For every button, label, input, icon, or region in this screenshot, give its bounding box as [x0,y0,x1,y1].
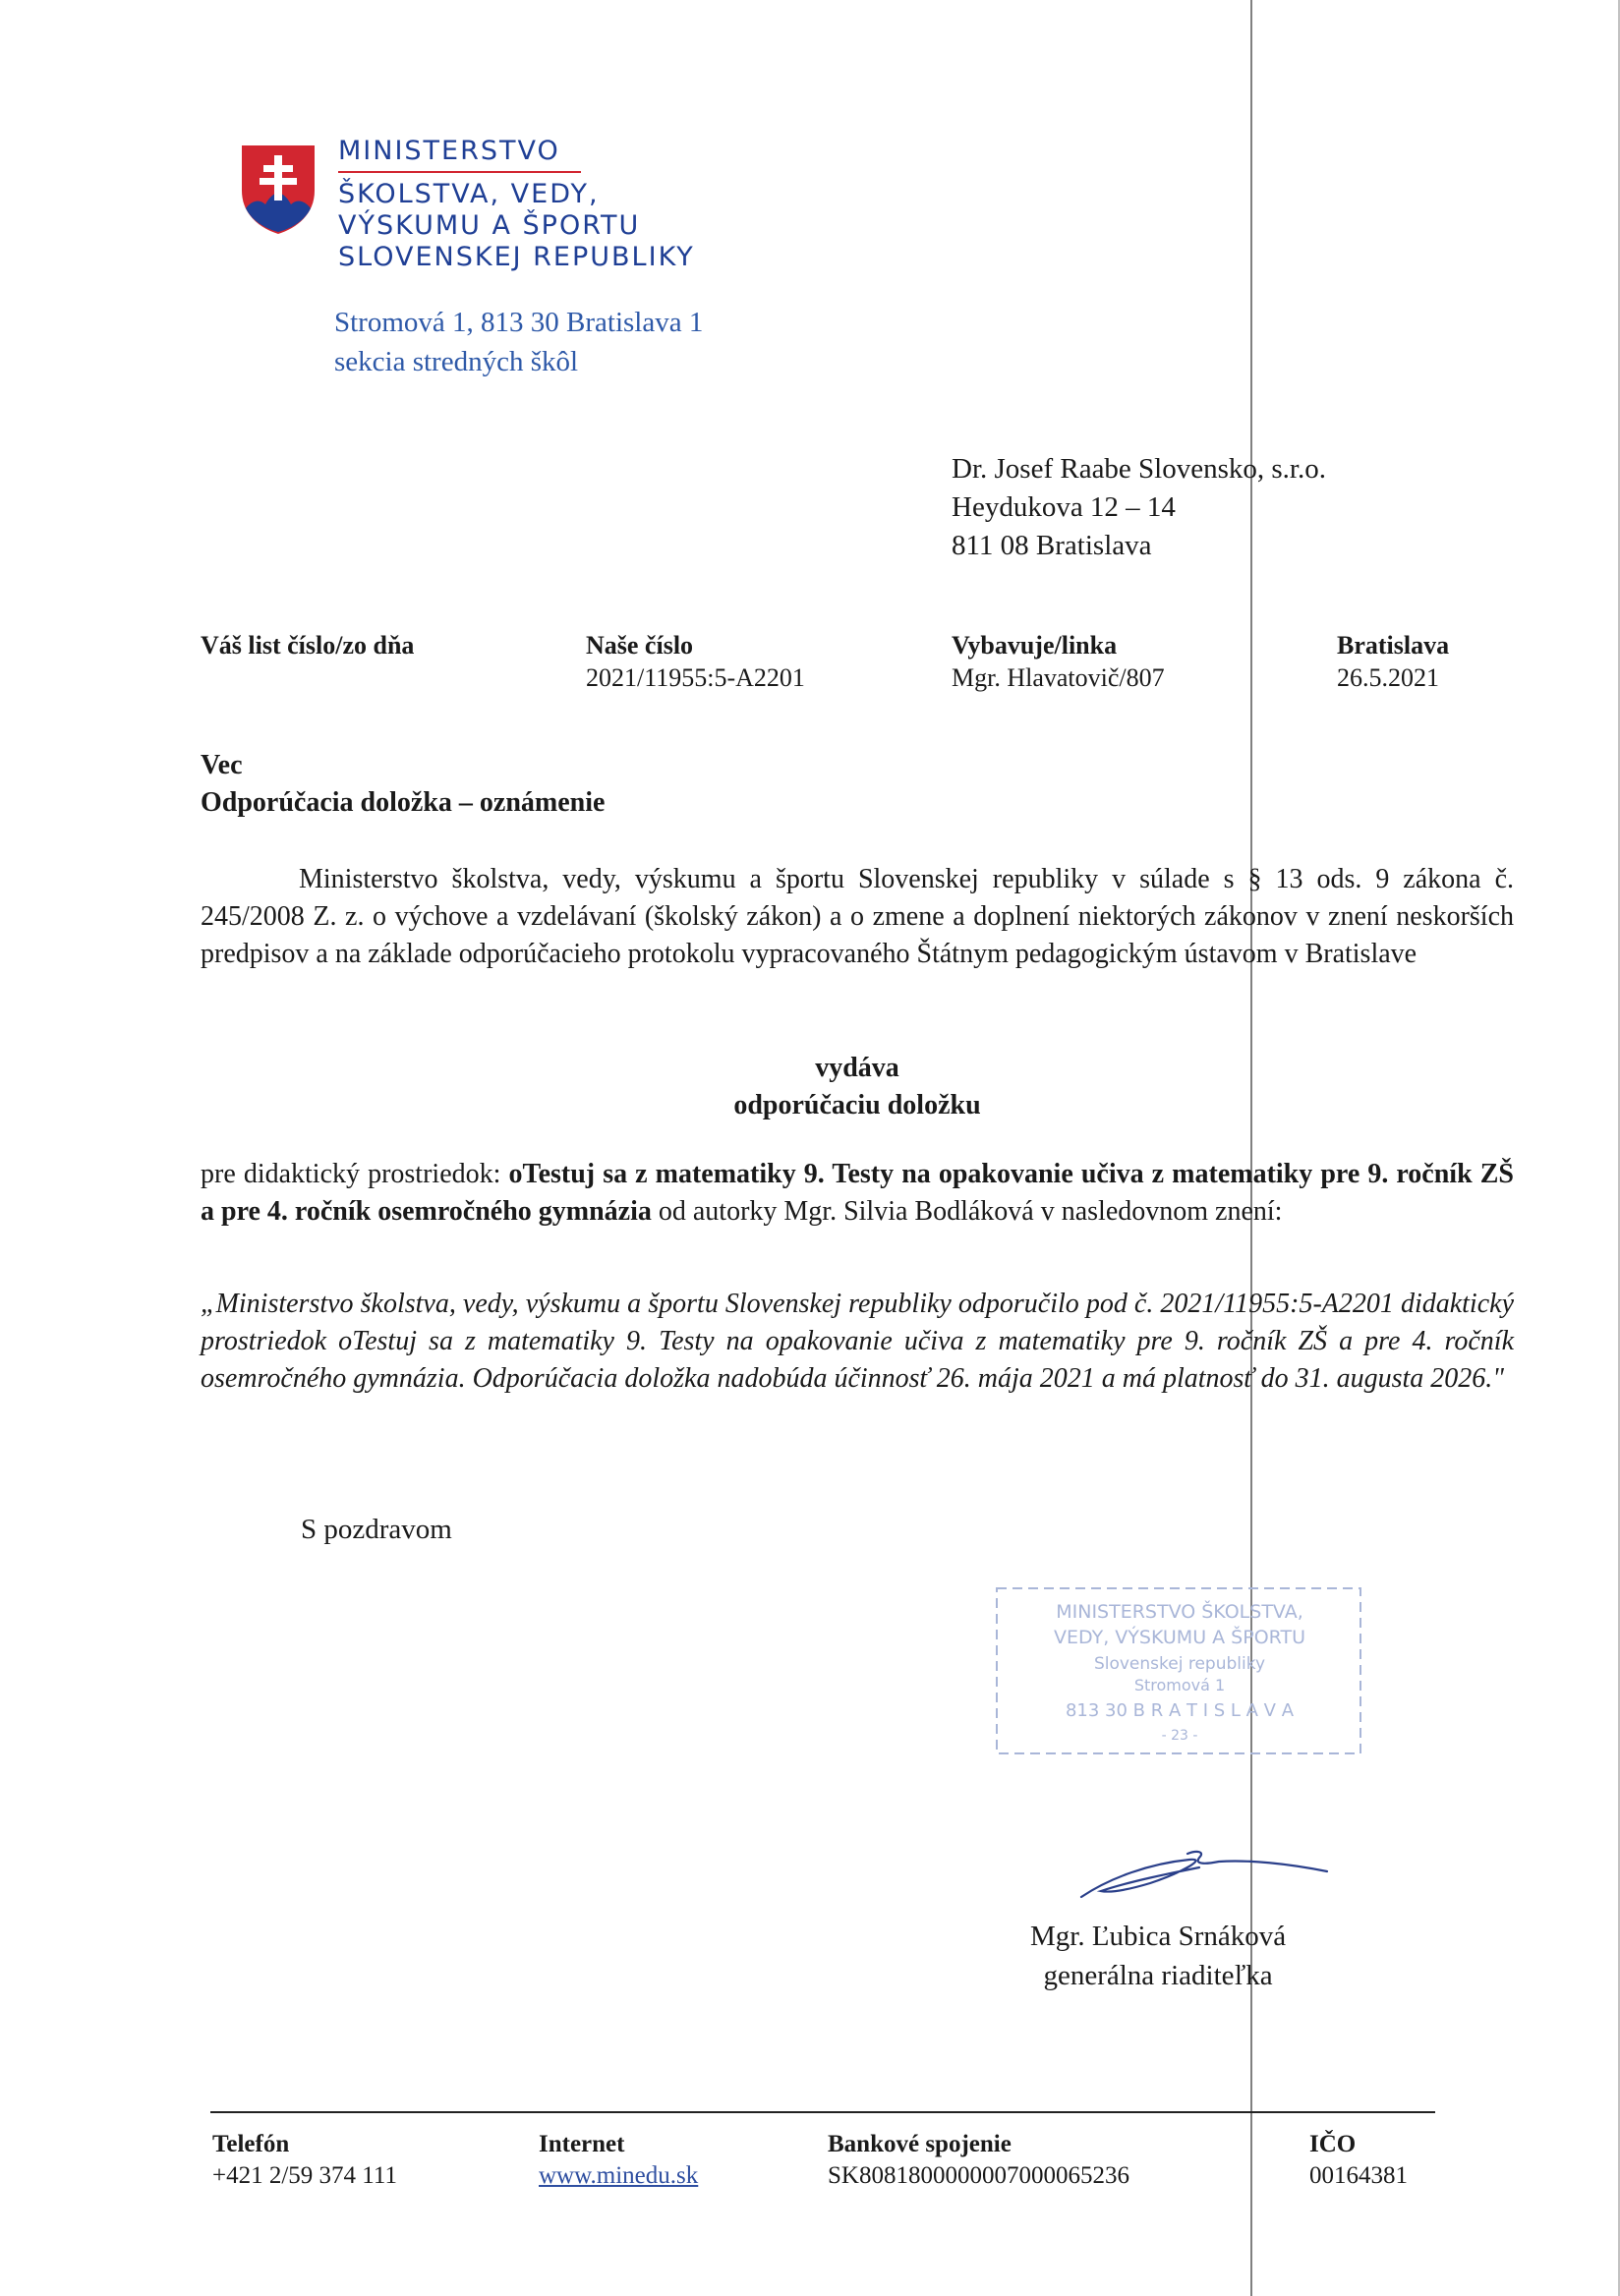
quote-paragraph: „Ministerstvo školstva, vedy, výskumu a športu Slovenskej republiky odporučilo pod č. 2021/11955:5-A2201 didaktický prostriedok oTestuj sa z matematiky 9. Testy na opakovanie učiva z matematiky pre 9. ročník ZŠ a pre 4. ročník osemročného gymnázia. Odporúčacia doložka nadobúda účinnosť 26. mája 2021 a má platnosť do 31. augusta 2026." [201,1289,1514,1394]
ref-label: Váš list číslo/zo dňa [201,631,415,660]
ref-label: Naše číslo [586,631,694,660]
footer-label: IČO [1309,2131,1357,2157]
handwritten-signature [1071,1838,1337,1917]
official-stamp [993,1582,1366,1759]
footer-value: +421 2/59 374 111 [212,2162,397,2189]
recipient-block [952,450,1326,565]
intro-paragraph: Ministerstvo školstva, vedy, výskumu a športu Slovenskej republiky v súlade s § 13 ods. 9 zákona č. 245/2008 Z. z. o výchove a vzdelávaní (školský zákon) a o zmene a doplnení niektorých zákonov v znení neskorších predpisov a na základe odporúčacieho protokolu vypracovaného Štátnym pedagogickým ústavom v Bratislave [201,864,1514,969]
subject-block [201,747,605,822]
ministry-line-2: ŠKOLSTVA, VEDY, [338,179,600,209]
stamp-line-3: Slovenskej republiky [1093,1654,1266,1674]
address-line: Stromová 1, 813 30 Bratislava 1 [334,307,704,338]
footer-internet [539,2129,698,2192]
stamp-line-6: - 23 - [1161,1728,1198,1744]
greeting: S pozdravom [301,1514,452,1545]
recipient-name: Dr. Josef Raabe Slovensko, s.r.o. [952,453,1326,485]
stamp-line-2: VEDY, VÝSKUMU A ŠPORTU [1054,1627,1305,1648]
product-paragraph [201,1156,1514,1231]
footer-divider [210,2111,1435,2113]
ref-value: 2021/11955:5-A2201 [586,663,805,692]
signer-name: Mgr. Ľubica Srnáková [1030,1921,1287,1952]
stamp-line-5: 813 30 B R A T I S L A V A [1065,1700,1295,1721]
footer-value: 00164381 [1309,2162,1408,2189]
slovak-coat-of-arms-icon [240,144,317,236]
ref-value: Mgr. Hlavatovič/807 [952,663,1165,692]
ministry-rule [338,171,581,173]
recommendation-heading: odporúčaciu doložku [733,1090,981,1120]
issues-line: vydáva [815,1053,899,1083]
footer-phone [212,2129,397,2192]
stamp-line-1: MINISTERSTVO ŠKOLSTVA, [1056,1601,1303,1623]
section-line: sekcia stredných škôl [334,346,579,377]
subject-title: Odporúčacia doložka – oznámenie [201,787,606,818]
ref-handled-by [952,629,1165,694]
ministry-name [338,136,695,273]
ministry-line-4: SLOVENSKEJ REPUBLIKY [338,242,695,272]
ref-our-number [586,629,805,694]
signer-block [1030,1917,1286,1995]
ref-label: Vybavuje/linka [952,631,1118,660]
footer-value: SK8081800000007000065236 [828,2162,1129,2189]
ref-label: Bratislava [1337,631,1450,660]
footer-bank [828,2129,1129,2192]
ref-value: 26.5.2021 [1337,663,1439,692]
subject-label: Vec [201,750,243,780]
product-suffix: od autorky Mgr. Silvia Bodláková v nasledovnom znení: [651,1196,1283,1227]
recipient-street: Heydukova 12 – 14 [952,491,1176,523]
footer-label: Bankové spojenie [828,2131,1012,2157]
footer-label: Telefón [212,2131,290,2157]
ministry-address [334,303,703,381]
product-prefix: pre didaktický prostriedok: [201,1159,509,1189]
recipient-city: 811 08 Bratislava [952,530,1152,561]
footer-ico [1309,2129,1408,2192]
ref-your-letter [201,629,414,661]
signer-role: generálna riaditeľka [1043,1960,1273,1991]
footer-label: Internet [539,2131,625,2157]
ref-place-date [1337,629,1449,694]
ministry-line-3: VÝSKUMU A ŠPORTU [338,210,641,241]
website-link[interactable]: www.minedu.sk [539,2162,699,2189]
stamp-line-4: Stromová 1 [1133,1676,1226,1694]
product-name: oTestuj sa z matematiky 9. Testy na opakovanie učiva z matematiky pre 9. ročník ZŠ a pre 4. ročník osemročného gymnázia [201,1159,1514,1227]
ministry-line-1: MINISTERSTVO [338,136,560,166]
